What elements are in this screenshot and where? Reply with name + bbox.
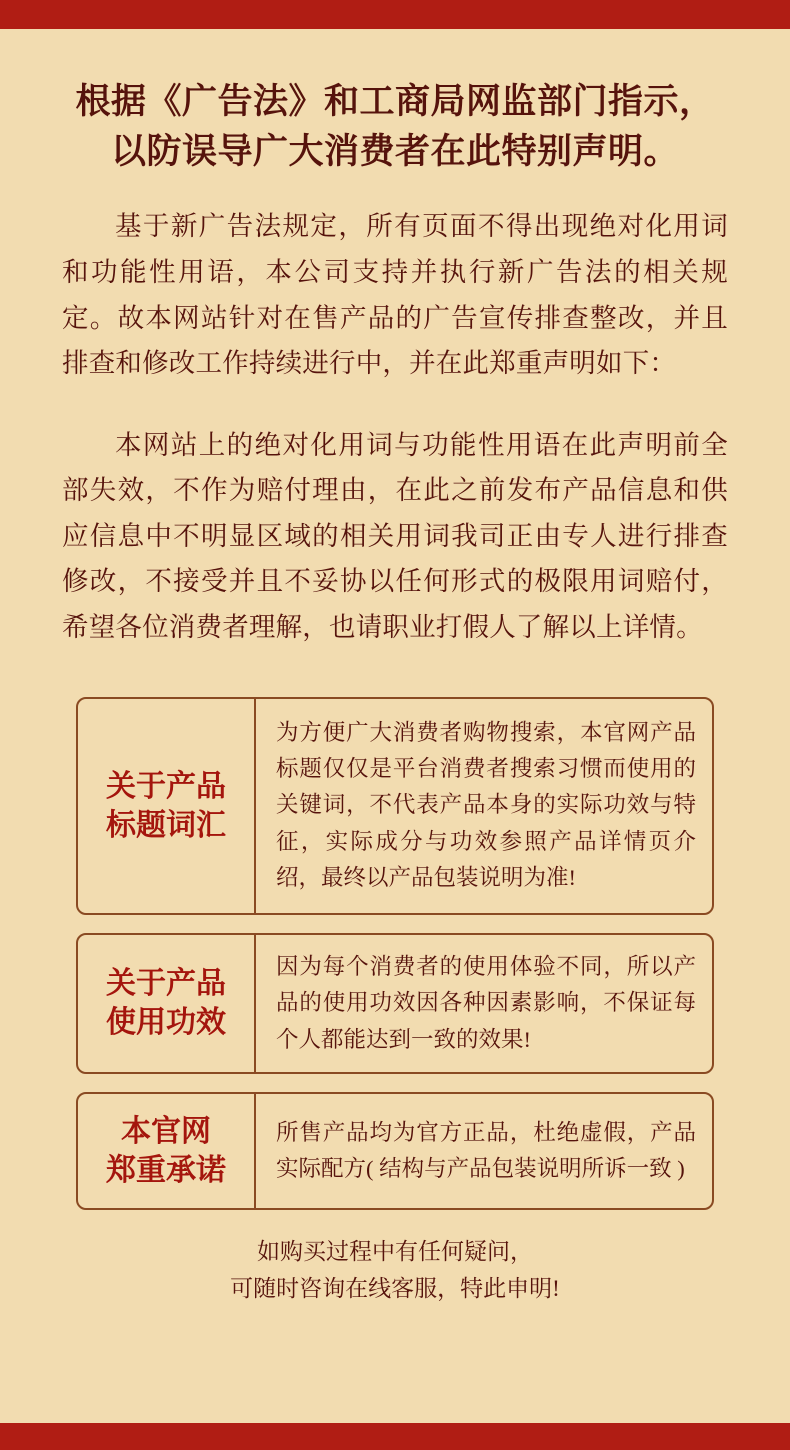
bottom-color-band	[0, 1423, 790, 1450]
notice-card-label-line2: 标题词汇	[106, 808, 226, 842]
notice-card	[76, 697, 714, 915]
page-title-line1: 根据《广告法》和工商局网监部门指示，	[75, 82, 715, 121]
notice-card-label-line1: 关于产品	[106, 769, 226, 803]
notice-card	[76, 1092, 714, 1210]
notice-card-text: 因为每个消费者的使用体验不同，所以产品的使用功效因各种因素影响，不保证每个人都能达到一致的效果!	[276, 953, 696, 1052]
footer-note-line2: 可随时咨询在线客服，特此申明!	[230, 1275, 560, 1301]
statement-body	[62, 204, 728, 650]
statement-paragraph-2: 本网站上的绝对化用词与功能性用语在此声明前全部失效，不作为赔付理由，在此之前发布产品信息和供应信息中不明显区域的相关用词我司正由专人进行排查修改，不接受并且不妥协以任何形式的极限用词赔付，希望各位消费者理解，也请职业打假人了解以上详情。	[62, 429, 728, 642]
footer-note	[50, 1234, 740, 1308]
notice-card	[76, 933, 714, 1074]
footer-note-line1: 如购买过程中有任何疑问，	[257, 1239, 533, 1265]
notice-card-label-line2: 郑重承诺	[106, 1154, 226, 1188]
statement-paragraph-1: 基于新广告法规定，所有页面不得出现绝对化用词和功能性用语，本公司支持并执行新广告法的相关规定。故本网站针对在售产品的广告宣传排查整改，并且排查和修改工作持续进行中，并在此郑重声明如下：	[62, 211, 728, 379]
notice-card-label-line2: 使用功效	[106, 1006, 226, 1040]
page-title	[50, 29, 740, 176]
notice-card-list	[76, 697, 714, 1211]
page-title-line2: 以防误导广大消费者在此特别声明。	[110, 131, 679, 171]
notice-card-label-line1: 关于产品	[106, 967, 226, 1001]
notice-card-label-line1: 本官网	[121, 1115, 211, 1149]
notice-card-label	[78, 1094, 256, 1208]
content-panel	[0, 29, 790, 1423]
notice-card-label	[78, 935, 256, 1072]
notice-card-text: 所售产品均为官方正品，杜绝虚假，产品实际配方( 结构与产品包装说明所诉一致 )	[276, 1119, 696, 1182]
top-color-band	[0, 0, 790, 29]
notice-card-label	[78, 699, 256, 913]
notice-card-text: 为方便广大消费者购物搜索，本官网产品标题仅仅是平台消费者搜索习惯而使用的关键词，不代表产品本身的实际功效与特征，实际成分与功效参照产品详情页介绍，最终以产品包装说明为准!	[276, 719, 696, 891]
